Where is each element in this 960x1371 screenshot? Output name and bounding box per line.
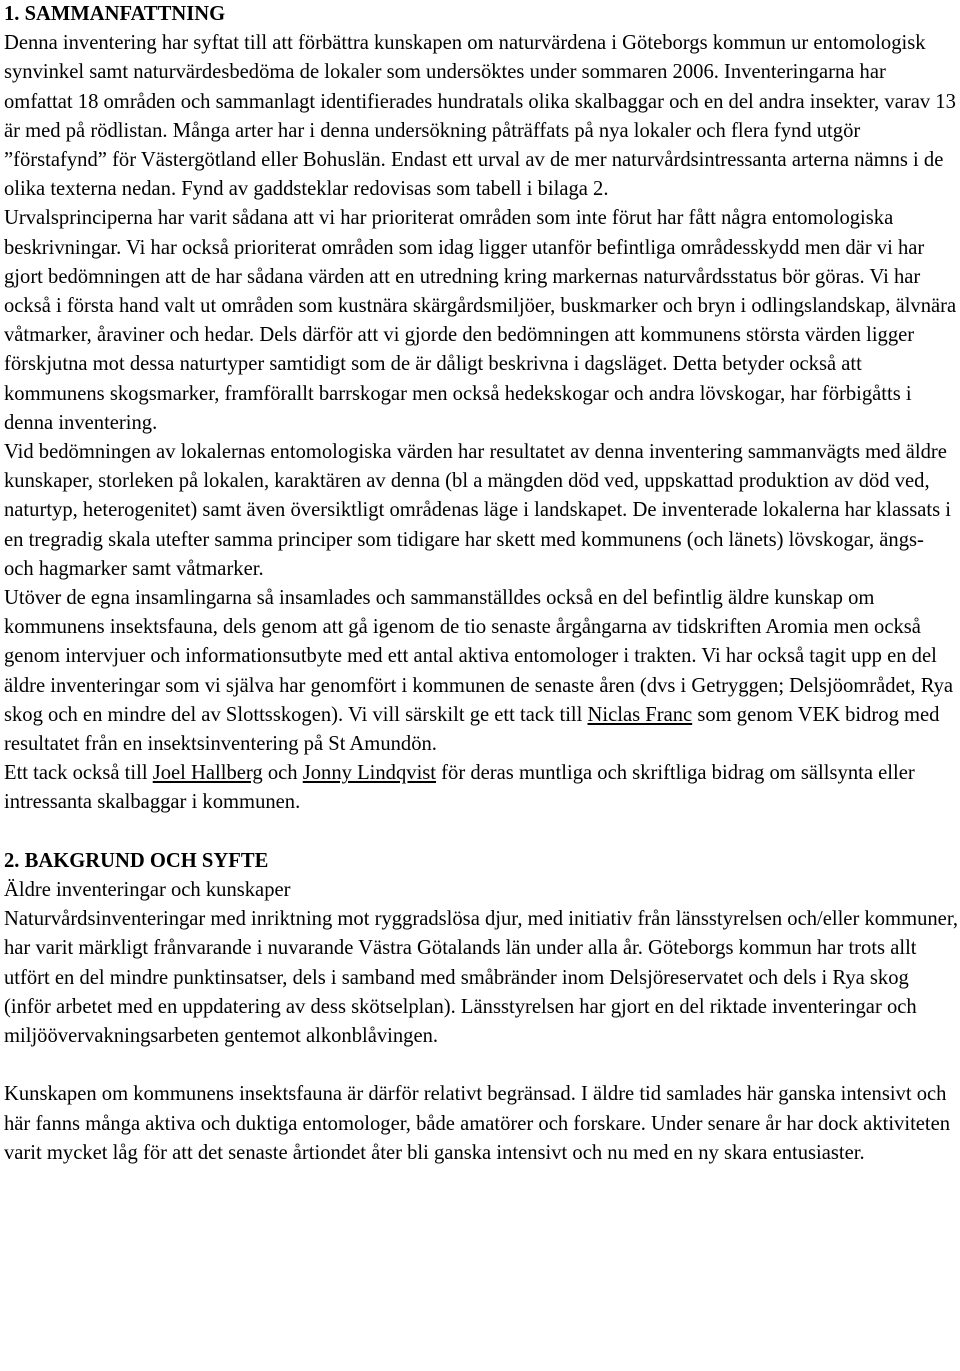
- paragraph-acknowledgement-1: [4, 584, 958, 759]
- thanks-conjunction: och: [262, 762, 303, 785]
- link-joel-hallberg[interactable]: Joel Hallberg: [152, 762, 263, 785]
- acknowledgement-text-end: som genom VEK bidrog med resultatet från en insektsinventering på St Amundön.: [4, 703, 940, 756]
- link-jonny-lindqvist[interactable]: Jonny Lindqvist: [302, 762, 437, 785]
- paragraph-summary-intro: Denna inventering har syftat till att förbättra kunskapen om naturvärdena i Göteborgs kommun ur entomologisk synvinkel samt naturvärdesbedöma de lokaler som undersöktes under sommaren 2006. Inventeringarna har omfattat 18 områden och sammanlagt identifierades hundratals olika skalbaggar och en del andra insekter, varav 13 är med på rödlistan. Många arter har i denna undersökning påträffats på nya lokaler och flera fynd utgör ”förstafynd” för Västergötland eller Bohuslän. Endast ett urval av de mer naturvårdsintressanta arterna nämns i de olika texterna nedan. Fynd av gaddsteklar redovisas som tabell i bilaga 2.: [4, 32, 956, 201]
- paragraph-background-1: Naturvårdsinventeringar med inriktning mot ryggradslösa djur, med initiativ från länsstyrelsen och/eller kommuner, har varit märkligt frånvarande i nuvarande Västra Götalands län under alla år. Göteborgs kommun har trots allt utfört en del mindre punktinsatser, dels i samband med småbränder inom Delsjöreservatet och dels i Rya skog (inför arbetet med en uppdatering av dess skötselplan). Länsstyrelsen har gjort en del riktade inventeringar och miljöövervakningsarbeten gentemot alkonblåvingen.: [4, 908, 958, 1048]
- thanks-text: Ett tack också till: [4, 762, 153, 785]
- paragraph-background-2: Kunskapen om kommunens insektsfauna är därför relativt begränsad. I äldre tid samlades här ganska intensivt och här fanns många aktiva och duktiga entomologer, både amatörer och forskare. Under senare år har dock aktiviteten varit mycket låg för att det senaste årtiondet åter bli ganska intensivt och nu med en ny skara entusiaster.: [4, 1083, 951, 1164]
- paragraph-spacer: [4, 1051, 958, 1080]
- acknowledgement-text: Utöver de egna insamlingarna så insamlades och sammanställdes också en del befintlig äldre kunskap om kommunens insektsfauna, dels genom att gå igenom de tio senaste årgångarna av tidskriften Aromia men också genom intervjuer och informationsutbyte med ett antal aktiva entomologer i trakten. Vi har också tagit upp en del äldre inventeringar som vi själva har genomfört i kommunen de senaste åren (dvs i Getryggen; Delsjöområdet, Rya skog och en mindre del av Slottsskogen). Vi vill särskilt ge ett tack till: [4, 587, 954, 726]
- link-niclas-franc[interactable]: Niclas Franc: [587, 703, 693, 726]
- document-page: [4, 0, 958, 1168]
- section-heading-sammanfattning: 1. SAMMANFATTNING: [4, 3, 226, 25]
- paragraph-assessment: Vid bedömningen av lokalernas entomologiska värden har resultatet av denna inventering sammanvägts med äldre kunskaper, storleken på lokalen, karaktären av denna (bl a mängden död ved, uppskattad produktion av död ved, naturtyp, heterogenitet) samt även översiktligt områdenas läge i landskapet. De inventerade lokalerna har klassats i en tregradig skala utefter samma principer som tidigare har skett med kommunens (och länets) lövskogar, ängs- och hagmarker samt våtmarker.: [4, 441, 951, 580]
- section-spacer: [4, 818, 958, 847]
- paragraph-acknowledgement-2: [4, 759, 958, 817]
- thanks-text-end: för deras muntliga och skriftliga bidrag om sällsynta eller intressanta skalbaggar i kommunen.: [4, 762, 915, 814]
- section-heading-bakgrund: 2. BAKGRUND OCH SYFTE: [4, 849, 269, 872]
- subheading-older-inventories: Äldre inventeringar och kunskaper: [4, 879, 291, 902]
- paragraph-selection-principles: Urvalsprinciperna har varit sådana att vi har prioriterat områden som inte förut har fått några entomologiska beskrivningar. Vi har också prioriterat områden som idag ligger utanför befintliga områdesskydd men där vi har gjort bedömningen att de har sådana värden att en utredning kring markernas naturvårdsstatus bör göras. Vi har också i första hand valt ut områden som kustnära skärgårdsmiljöer, buskmarker och bryn i odlingslandskap, älvnära våtmarker, åraviner och hedar. Dels därför att vi gjorde den bedömningen att kommunens största värden ligger förskjutna mot dessa naturtyper samtidigt som de är dåligt beskrivna i dagsläget. Detta betyder också att kommunens skogsmarker, framförallt barrskogar men också hedekskogar och andra lövskogar, har förbigåtts i denna inventering.: [4, 207, 957, 434]
